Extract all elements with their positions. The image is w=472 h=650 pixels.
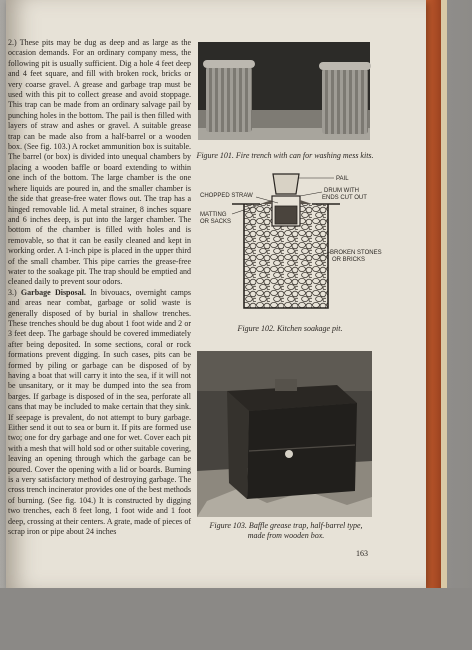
figure-102-caption: Figure 102. Kitchen soakage pit. bbox=[237, 324, 343, 333]
label-drum-line2: ENDS CUT OUT bbox=[322, 195, 367, 201]
label-matting-line1: MATTING bbox=[200, 212, 227, 218]
body-text-column bbox=[8, 38, 191, 538]
section-heading: Garbage Disposal. bbox=[20, 287, 86, 297]
page-stack-edge bbox=[441, 0, 447, 590]
figure-103-caption: Figure 103. Baffle grease trap, half-barrel type, made from wooden box. bbox=[209, 521, 363, 540]
figure-101-caption: Figure 101. Fire trench with can for washing mess kits. bbox=[196, 151, 374, 160]
label-stones-line1: BROKEN STONES bbox=[330, 250, 382, 256]
label-pail: PAIL bbox=[336, 176, 349, 182]
garbage-can-left bbox=[206, 64, 252, 132]
label-drum-line1: DRUM WITH bbox=[324, 188, 359, 194]
scan-bottom-margin bbox=[0, 588, 472, 650]
page-number: 163 bbox=[356, 549, 368, 558]
label-chopped-straw: CHOPPED STRAW bbox=[200, 193, 253, 199]
label-matting-line2: OR SACKS bbox=[200, 219, 232, 225]
figure-103-photo bbox=[197, 351, 372, 517]
paragraph-garbage-disposal: 3.) Garbage Disposal. In bivouacs, overnight camps and areas near combat, garbage or solid waste is generally disposed of by burial in shallow trenches. These trenches should be dug about 1 foot wide and 2 or 3 feet deep. The garbage should be covered immediately after being deposited. In some sections, coral or rock formations prevent digging. In such cases, pits can be formed by piling or garbage can be disposed of by having a boat that will carry it into the sea, if it will not be unsanitary, or it may be dumped into the sea from barges. If garbage is disposed of in the sea, perforate all cans that may be included to make certain that they sink. If seepage is prevalent, do not attempt to bury garbage. Either send it out to sea or burn it. If pits are formed use two; one for dry garbage and one for wet. Cover each pit with a mesh that will hold sod or other suitable covering, leaving an opening through which the garbage can be poured. Cover the opening with a lid or boards. Burning is a very satisfactory method of destroying garbage. The cross trench incinerator provides one of the best methods of burning. (See fig. 104.) It is constructed by digging two trenches, each 8 feet long, 1 foot wide and 1 foot deep, crossing at their centers. A grate, made of pieces of scrap iron or pipe about 24 inches bbox=[8, 287, 192, 537]
figure-101-photo bbox=[198, 42, 370, 140]
paragraph-soakage-pits: 2.) These pits may be dug as deep and as large as the occasion demands. For an ordinary company mess, the following pit is usually sufficient. Dig a hole 4 feet deep and 4 feet square, and fill with broken rock, bricks or very coarse gravel. A grease and garbage trap must be used with this pit to collect grease and avoid stoppage. This trap can be made from an ordinary salvage pail by punching holes in the bottom. The pail is then filled with layers of straw and ashes or gravel. A suitable grease trap can be made also from a half-barrel or a wooden box. (See fig. 103.) A rocket ammunition box is suitable. The barrel (or box) is divided into unequal chambers by placing a wooden baffle or board extending to within one inch of the bottom. The large chamber is the one where liquids are poured in, and the smaller chamber is the side that grease-free water flows out. The trap has a hinged removable lid. A metal strainer, 8 inches square and 6 inches deep, is put into the larger chamber. The bottom of the chamber is filled with holes and is removable, so that it can be easily cleaned and kept in working order. A 1-inch pipe is placed in the upper third of the small chamber. This pipe carries the grease-free water to the soakage pit. The trap should be emptied and cleaned daily to prevent sour odors. bbox=[8, 38, 191, 287]
label-stones-line2: OR BRICKS bbox=[332, 257, 366, 263]
figure-102-diagram bbox=[200, 170, 382, 318]
garbage-can-right bbox=[322, 66, 368, 134]
